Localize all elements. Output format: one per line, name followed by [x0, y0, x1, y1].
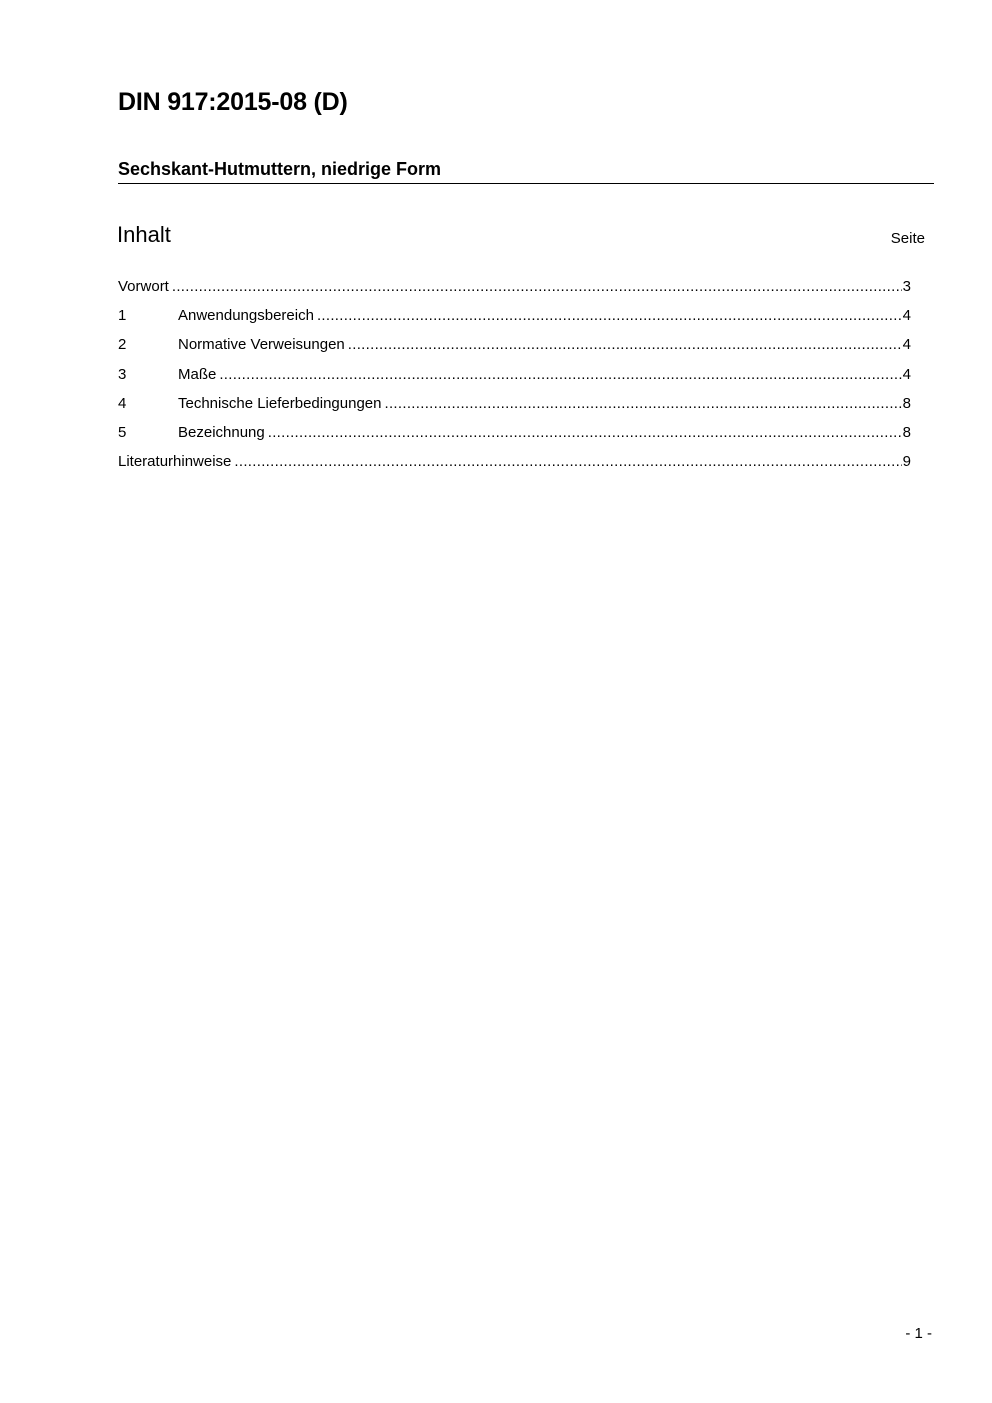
toc-leader-dots	[268, 424, 902, 441]
toc-entry-label: Vorwort	[118, 278, 169, 295]
toc-heading: Inhalt	[117, 222, 171, 247]
toc-entry-number: 1	[118, 307, 127, 325]
toc-leader-dots	[172, 278, 902, 295]
toc-entry-label: Maße	[178, 365, 217, 383]
toc-entry-label: Technische Lieferbedingungen	[178, 394, 382, 412]
toc-entry-label: Literaturhinweise	[118, 453, 232, 471]
toc-entry-number: 2	[118, 336, 127, 354]
document-title: Sechskant-Hutmuttern, niedrige Form	[118, 159, 442, 179]
toc-entry-page: 8	[902, 423, 911, 441]
toc-leader-dots	[234, 453, 901, 470]
toc-entry-technische-lieferbedingungen[interactable]	[118, 395, 911, 424]
toc-entry-masse[interactable]	[118, 366, 911, 395]
title-underline-divider	[118, 183, 934, 184]
toc-entry-page: 9	[902, 453, 911, 471]
toc-entry-label: Anwendungsbereich	[178, 307, 314, 325]
toc-leader-dots	[385, 395, 902, 412]
toc-leader-dots	[317, 307, 902, 324]
table-of-contents	[118, 278, 911, 482]
toc-page-column-label: Seite	[890, 230, 925, 247]
toc-entry-normative-verweisungen[interactable]	[118, 336, 911, 365]
document-id: DIN 917:2015-08 (D)	[118, 88, 348, 116]
toc-entry-bezeichnung[interactable]	[118, 424, 911, 453]
toc-entry-page: 4	[902, 307, 911, 325]
toc-entry-page: 8	[902, 394, 911, 412]
toc-entry-number: 4	[118, 394, 127, 412]
page-number: - 1 -	[905, 1325, 932, 1342]
toc-leader-dots	[348, 336, 902, 353]
toc-entry-label: Normative Verweisungen	[178, 336, 345, 354]
toc-entry-page: 4	[902, 336, 911, 354]
toc-entry-page: 4	[902, 365, 911, 383]
toc-leader-dots	[219, 366, 901, 383]
toc-entry-page: 3	[902, 278, 911, 295]
toc-entry-number: 5	[118, 423, 127, 441]
toc-entry-label: Bezeichnung	[178, 423, 265, 441]
toc-entry-number: 3	[118, 365, 127, 383]
toc-entry-anwendungsbereich[interactable]	[118, 307, 911, 336]
toc-entry-literaturhinweise[interactable]	[118, 453, 911, 482]
toc-entry-vorwort[interactable]	[118, 278, 911, 307]
